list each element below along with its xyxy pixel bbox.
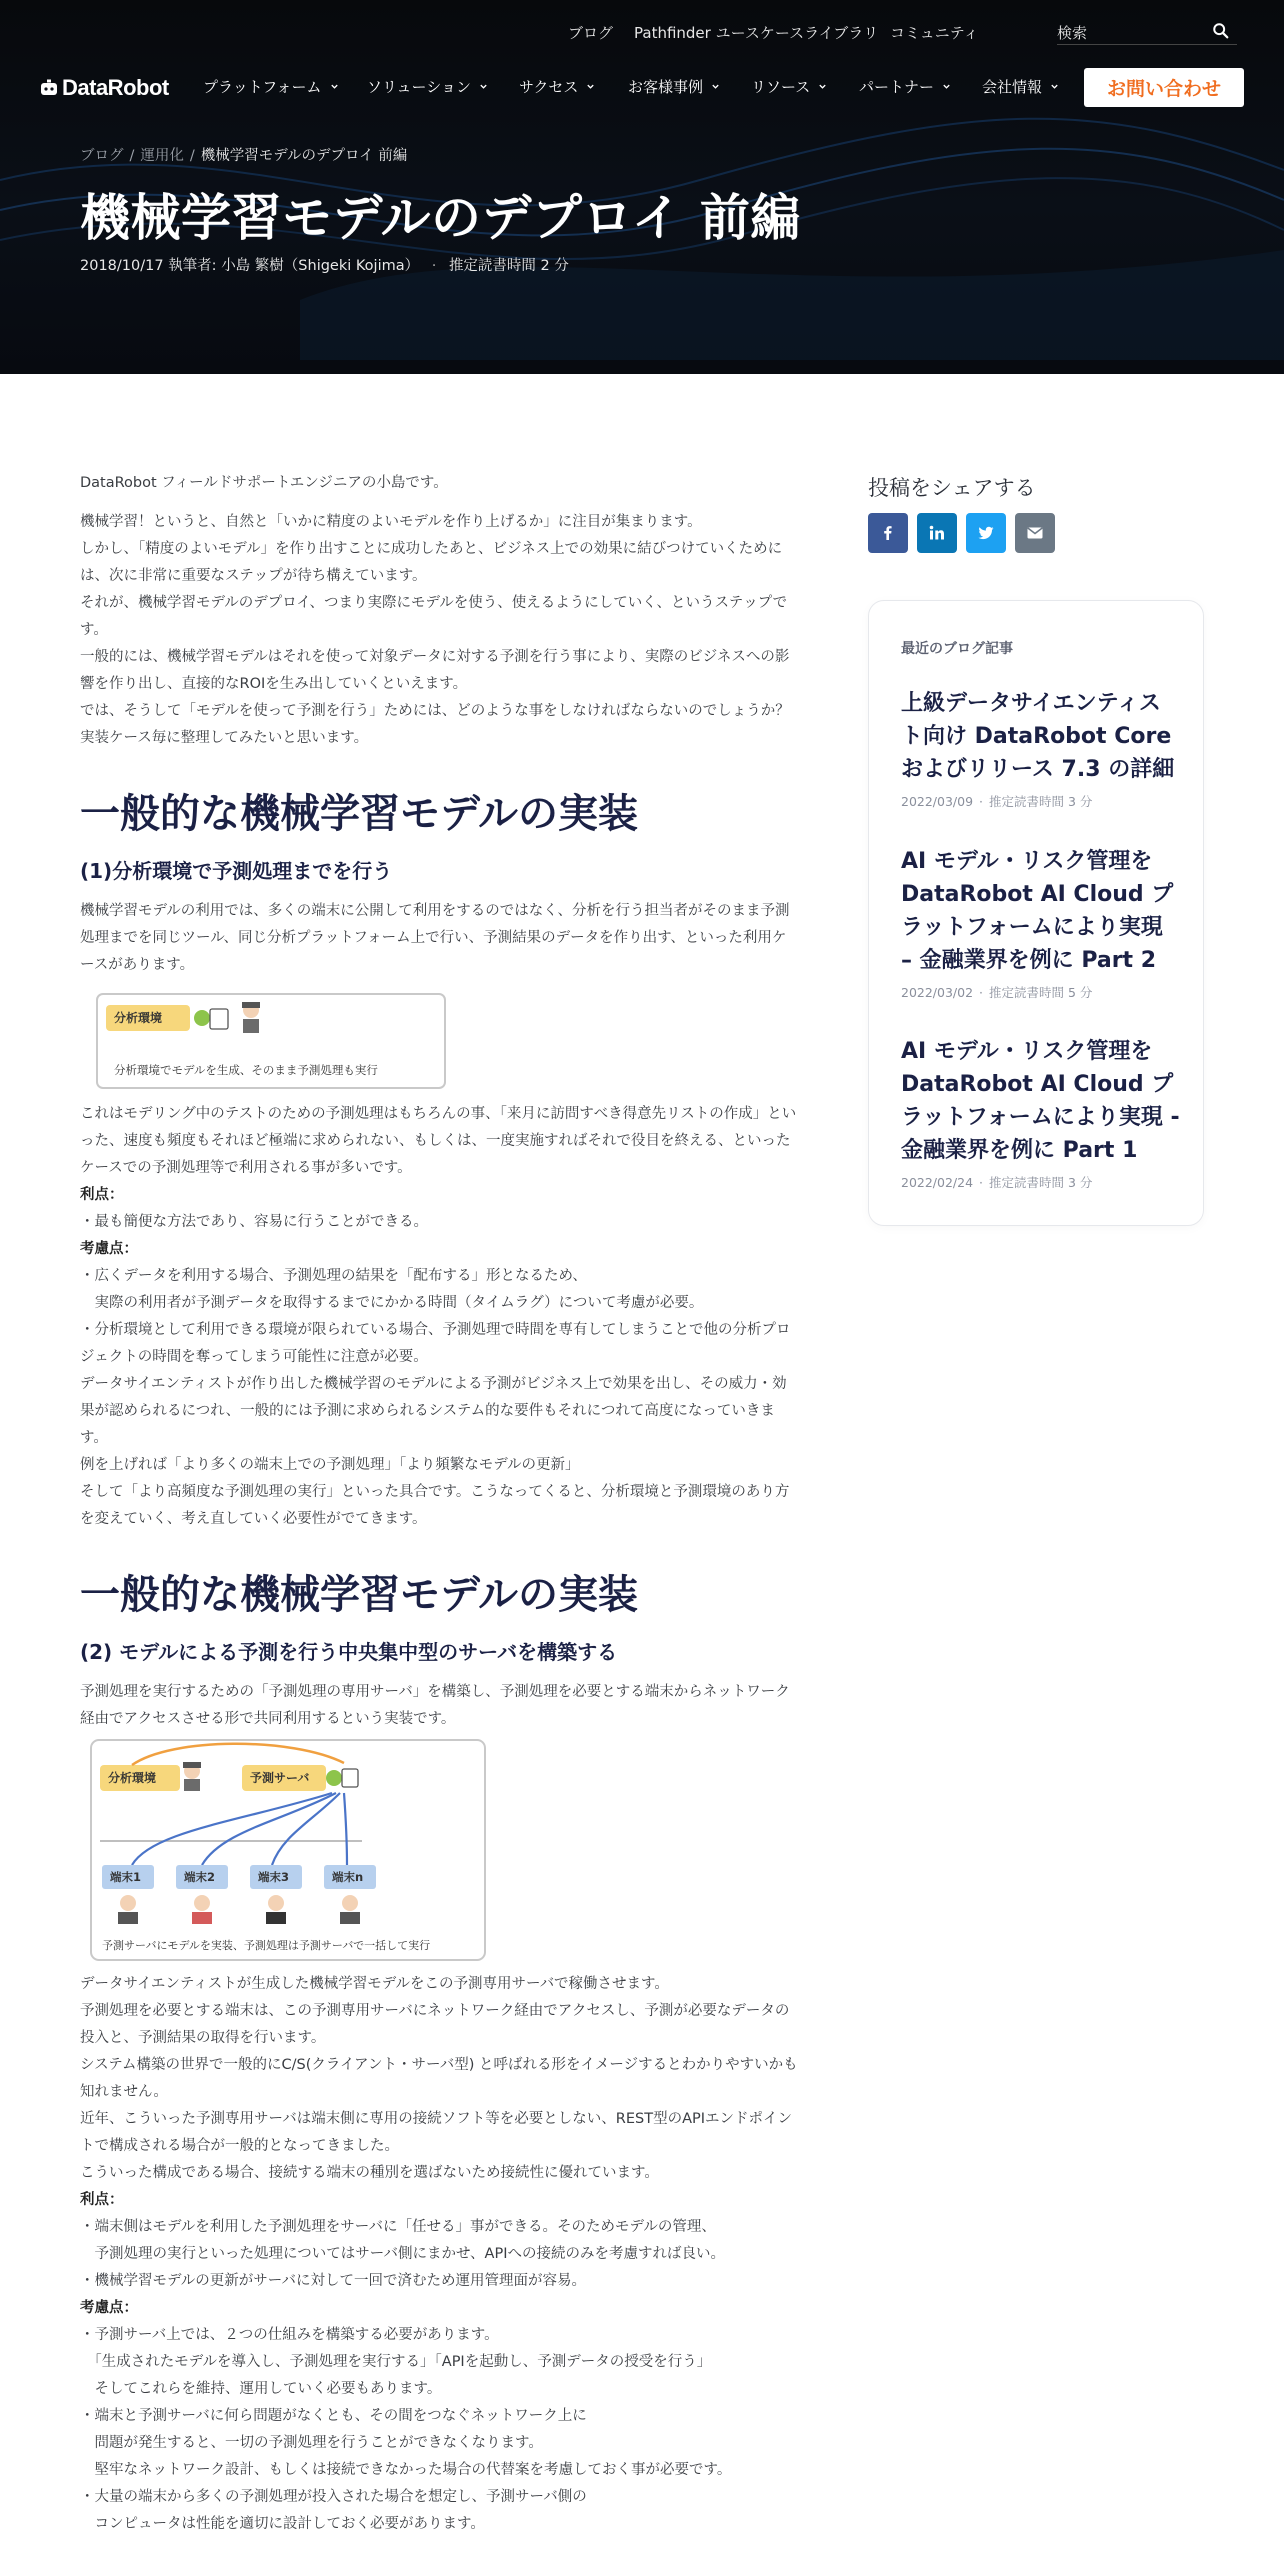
breadcrumb-separator: / [189,148,195,164]
concern-item: コンピュータは性能を適切に設計しておく必要があります。 [80,2516,485,2532]
concern-item: そしてこれらを維持、運用していく必要もあります。 [80,2381,442,2397]
recent-post-read-time: 推定読書時間 5 分 [989,985,1093,1000]
closing-line: データサイエンティストが作り出した機械学習のモデルによる予測がビジネス上で効果を出し、その威力・効果が認められるにつれ、一般的には予測に求められるシステム的な要件もそれにつれて高度になっていきます。 [80,1376,787,1446]
body-paragraph: これはモデリング中のテストのための予測処理はもちろんの事、「来月に訪問すべき得意先リストの作成」といった、速度も頻度もそれほど極端に求められない、もしくは、一度実施すればそれで役目を終える、といったケースでの予測処理等で利用される事が多いです。 [80,1106,797,1176]
meta-dot: · [979,985,984,1000]
author-name[interactable]: 小島 繁樹（Shigeki Kojima） [221,258,420,274]
share-title: 投稿をシェアする [868,476,1036,500]
section-lead: 機械学習モデルの利用では、多くの端末に公開して利用をするのではなく、分析を行う担当者がそのまま予測処理までを同じツール、同じ分析プラットフォーム上で行い、予測結果のデータを作り出す、といった利用ケースがあります。 [80,903,790,973]
concerns-label: 考慮点： [80,1241,138,1257]
article-body [80,470,800,2538]
nav-label: 会社情報 [982,78,1043,96]
logo-text: DataRobot [62,75,169,100]
intro-paragraph: DataRobot フィールドサポートエンジニアの小島です。 [80,475,448,491]
facebook-icon [878,523,898,543]
recent-post-date: 2022/03/02 [901,985,974,1000]
utility-nav [0,20,1284,44]
nav-label: プラットフォーム [203,78,322,96]
diagram-env-label: 分析環境 [114,1011,163,1025]
intro-line: 一般的には、機械学習モデルはそれを使って対象データに対する予測を行う事により、実際のビジネスへの影響を作り出し、直接的なROIを生み出していくといえます。 [80,649,790,692]
chevron-down-icon [942,82,951,91]
author-label: 執筆者: [168,258,217,274]
contact-button[interactable]: お問い合わせ [1084,68,1244,107]
recent-post-date: 2022/02/24 [901,1175,974,1190]
nav-platform[interactable] [203,76,339,97]
closing-line: 例を上げれば「より多くの端末上での予測処理」「より頻繁なモデルの更新」 [80,1457,580,1473]
share-twitter-button[interactable] [966,513,1006,553]
recent-post-meta [901,1173,1181,1191]
diagram-analysis-environment [96,993,446,1089]
search-icon[interactable] [1212,22,1230,40]
breadcrumb-operationalization[interactable]: 運用化 [140,148,184,164]
share-facebook-button[interactable] [868,513,908,553]
utility-link-community[interactable]: コミュニティ [890,24,979,42]
recent-post[interactable] [901,687,1181,810]
nav-label: お客様事例 [628,78,704,96]
search-input[interactable]: 検索 [1057,24,1088,42]
concern-item: ・端末と予測サーバに何ら問題がなくとも、その間をつなぐネットワーク上に [80,2408,587,2424]
chevron-down-icon [818,82,827,91]
concern-item: ・大量の端末から多くの予測処理が投入された場合を想定し、予測サーバ側の [80,2489,587,2505]
meta-dot: · [431,258,437,274]
diagram-terminal-label: 端末n [332,1870,364,1884]
concern-item: 「生成されたモデルを導入し、予測処理を実行する」「APIを起動し、予測データの授受を行う」 [80,2354,712,2370]
datarobot-logo[interactable] [40,74,169,102]
breadcrumb-blog[interactable]: ブログ [80,148,124,164]
post-meta [80,254,569,275]
breadcrumb [80,144,407,165]
robot-logo-icon [40,79,58,97]
concern-item: 実際の利用者が予測データを取得するまでにかかる時間（タイムラグ）について考慮が必要。 [80,1295,704,1311]
utility-link-pathfinder[interactable]: Pathfinder ユースケースライブラリ [634,24,879,42]
twitter-icon [976,523,996,543]
meta-dot: · [979,1175,984,1190]
recent-post-meta [901,792,1181,810]
nav-label: ソリューション [367,78,471,96]
body-line: こういった構成である場合、接続する端末の種別を選ばないため接続性に優れています。 [80,2165,659,2181]
section-heading: 一般的な機械学習モデルの実装 [80,791,638,837]
chevron-down-icon [711,82,720,91]
concern-item: ・予測サーバ上では、２つの仕組みを構築する必要があります。 [80,2327,499,2343]
body-line: 近年、こういった予測専用サーバは端末側に専用の接続ソフト等を必要としない、REST型のAPIエンドポイントで構成される場合が一般的となってきました。 [80,2111,793,2154]
nav-partners[interactable] [859,76,951,97]
nav-label: リソース [751,78,811,96]
breadcrumb-current: 機械学習モデルのデプロイ 前編 [200,148,408,164]
intro-line: それが、機械学習モデルのデプロイ、つまり実際にモデルを使う、使えるようにしていく、というステップです。 [80,595,788,638]
recent-post-title[interactable]: AI モデル・リスク管理を DataRobot AI Cloud プラットフォームにより実現 – 金融業界を例に Part 2 [901,849,1174,973]
recent-post-date: 2022/03/09 [901,794,974,809]
diagram-terminal-label: 端末3 [258,1870,290,1884]
concern-item: ・広くデータを利用する場合、予測処理の結果を「配布する」形となるため、 [80,1268,587,1284]
diagram-caption: 予測サーバにモデルを実装、予測処理は予測サーバで一括して実行 [102,1939,431,1952]
merit-item: 予測処理の実行といった処理についてはサーバ側にまかせ、APIへの接続のみを考慮すれば良い。 [80,2246,725,2262]
recent-post-read-time: 推定読書時間 3 分 [989,1175,1093,1190]
recent-posts-label: 最近のブログ記事 [901,641,1013,657]
chevron-down-icon [1050,82,1059,91]
concern-item: 堅牢なネットワーク設計、もしくは接続できなかった場合の代替案を考慮しておく事が必要です。 [80,2462,732,2478]
nav-label: パートナー [859,78,935,96]
chevron-down-icon [479,82,488,91]
concern-item: ・分析環境として利用できる環境が限られている場合、予測処理で時間を専有してしまうことで他の分析プロジェクトの時間を奪ってしまう可能性に注意が必要。 [80,1322,791,1365]
recent-post-title[interactable]: 上級データサイエンティスト向け DataRobot Core およびリリース 7.3 の詳細 [901,691,1175,782]
nav-resources[interactable] [751,76,827,97]
breadcrumb-separator: / [129,148,135,164]
share-email-button[interactable] [1015,513,1055,553]
page-title: 機械学習モデルのデプロイ 前編 [80,189,801,247]
recent-post[interactable] [901,1035,1181,1191]
merits-label: 利点： [80,1187,124,1203]
intro-line: しかし、「精度のよいモデル」を作り出すことに成功したあと、ビジネス上での効果に結びつけていくためには、次に非常に重要なステップが待ち構えています。 [80,541,783,584]
merits-label: 利点： [80,2192,124,2208]
share-linkedin-button[interactable] [917,513,957,553]
chevron-down-icon [586,82,595,91]
nav-customers[interactable] [628,76,720,97]
diagram-caption: 分析環境でモデルを生成、そのまま予測処理も実行 [114,1063,378,1077]
recent-post[interactable] [901,845,1181,1001]
merit-item: ・機械学習モデルの更新がサーバに対して一回で済むため運用管理面が容易。 [80,2273,587,2289]
search-underline [1057,44,1237,45]
merit-item: ・端末側はモデルを利用した予測処理をサーバに「任せる」事ができる。そのためモデルの管理、 [80,2219,716,2235]
utility-link-blog[interactable]: ブログ [568,24,614,42]
section-heading: 一般的な機械学習モデルの実装 [80,1572,638,1618]
subsection-heading: (1)分析環境で予測処理までを行う [80,859,393,883]
recent-post-read-time: 推定読書時間 3 分 [989,794,1093,809]
body-line: システム構築の世界で一般的にC/S(クライアント・サーバ型) と呼ばれる形をイメージするとわかりやすいかも知れません。 [80,2057,798,2100]
concerns-label: 考慮点： [80,2300,138,2316]
nav-success[interactable] [519,76,595,97]
meta-dot: · [979,794,984,809]
recent-post-meta [901,983,1181,1001]
post-date: 2018/10/17 [80,258,164,274]
share-buttons [868,513,1064,553]
intro-line: では、そうして「モデルを使って予測を行う」ためには、どのような事をしなければならないのでしょうか？ 実装ケース毎に整理してみたいと思います。 [80,703,790,746]
nav-solutions[interactable] [367,76,488,97]
closing-line: そして「より高頻度な予測処理の実行」といった具合です。こうなってくると、分析環境と予測環境のあり方を変えていく、考え直していく必要性がでてきます。 [80,1484,790,1527]
section-lead: 予測処理を実行するための「予測処理の専用サーバ」を構築し、予測処理を必要とする端末からネットワーク経由でアクセスさせる形で共同利用するという実装です。 [80,1684,790,1727]
email-icon [1025,523,1045,543]
read-time: 推定読書時間 2 分 [448,258,569,274]
linkedin-icon [927,523,947,543]
recent-post-title[interactable]: AI モデル・リスク管理を DataRobot AI Cloud プラットフォームにより実現 - 金融業界を例に Part 1 [901,1039,1180,1163]
main-nav [0,68,1284,108]
diagram-server-label: 予測サーバ [250,1771,310,1785]
recent-posts-card [868,600,1204,1226]
hero-banner [0,0,1284,374]
intro-line: 機械学習！というと、自然と「いかに精度のよいモデルを作り上げるか」に注目が集まります。 [80,514,702,530]
diagram-env-label: 分析環境 [108,1771,157,1785]
chevron-down-icon [330,82,339,91]
nav-company[interactable] [982,76,1059,97]
subsection-heading: (2) モデルによる予測を行う中央集中型のサーバを構築する [80,1640,618,1664]
diagram-prediction-server [90,1739,486,1961]
nav-label: サクセス [519,78,579,96]
diagram-terminal-label: 端末2 [184,1870,216,1884]
body-line: データサイエンティストが生成した機械学習モデルをこの予測専用サーバで稼働させます。 [80,1976,669,1992]
diagram-terminal-label: 端末1 [110,1870,142,1884]
merit-item: ・最も簡便な方法であり、容易に行うことができる。 [80,1214,428,1230]
concern-item: 問題が発生すると、一切の予測処理を行うことができなくなります。 [80,2435,543,2451]
body-line: 予測処理を必要とする端末は、この予測専用サーバにネットワーク経由でアクセスし、予測が必要なデータの投入と、予測結果の取得を行います。 [80,2003,790,2046]
